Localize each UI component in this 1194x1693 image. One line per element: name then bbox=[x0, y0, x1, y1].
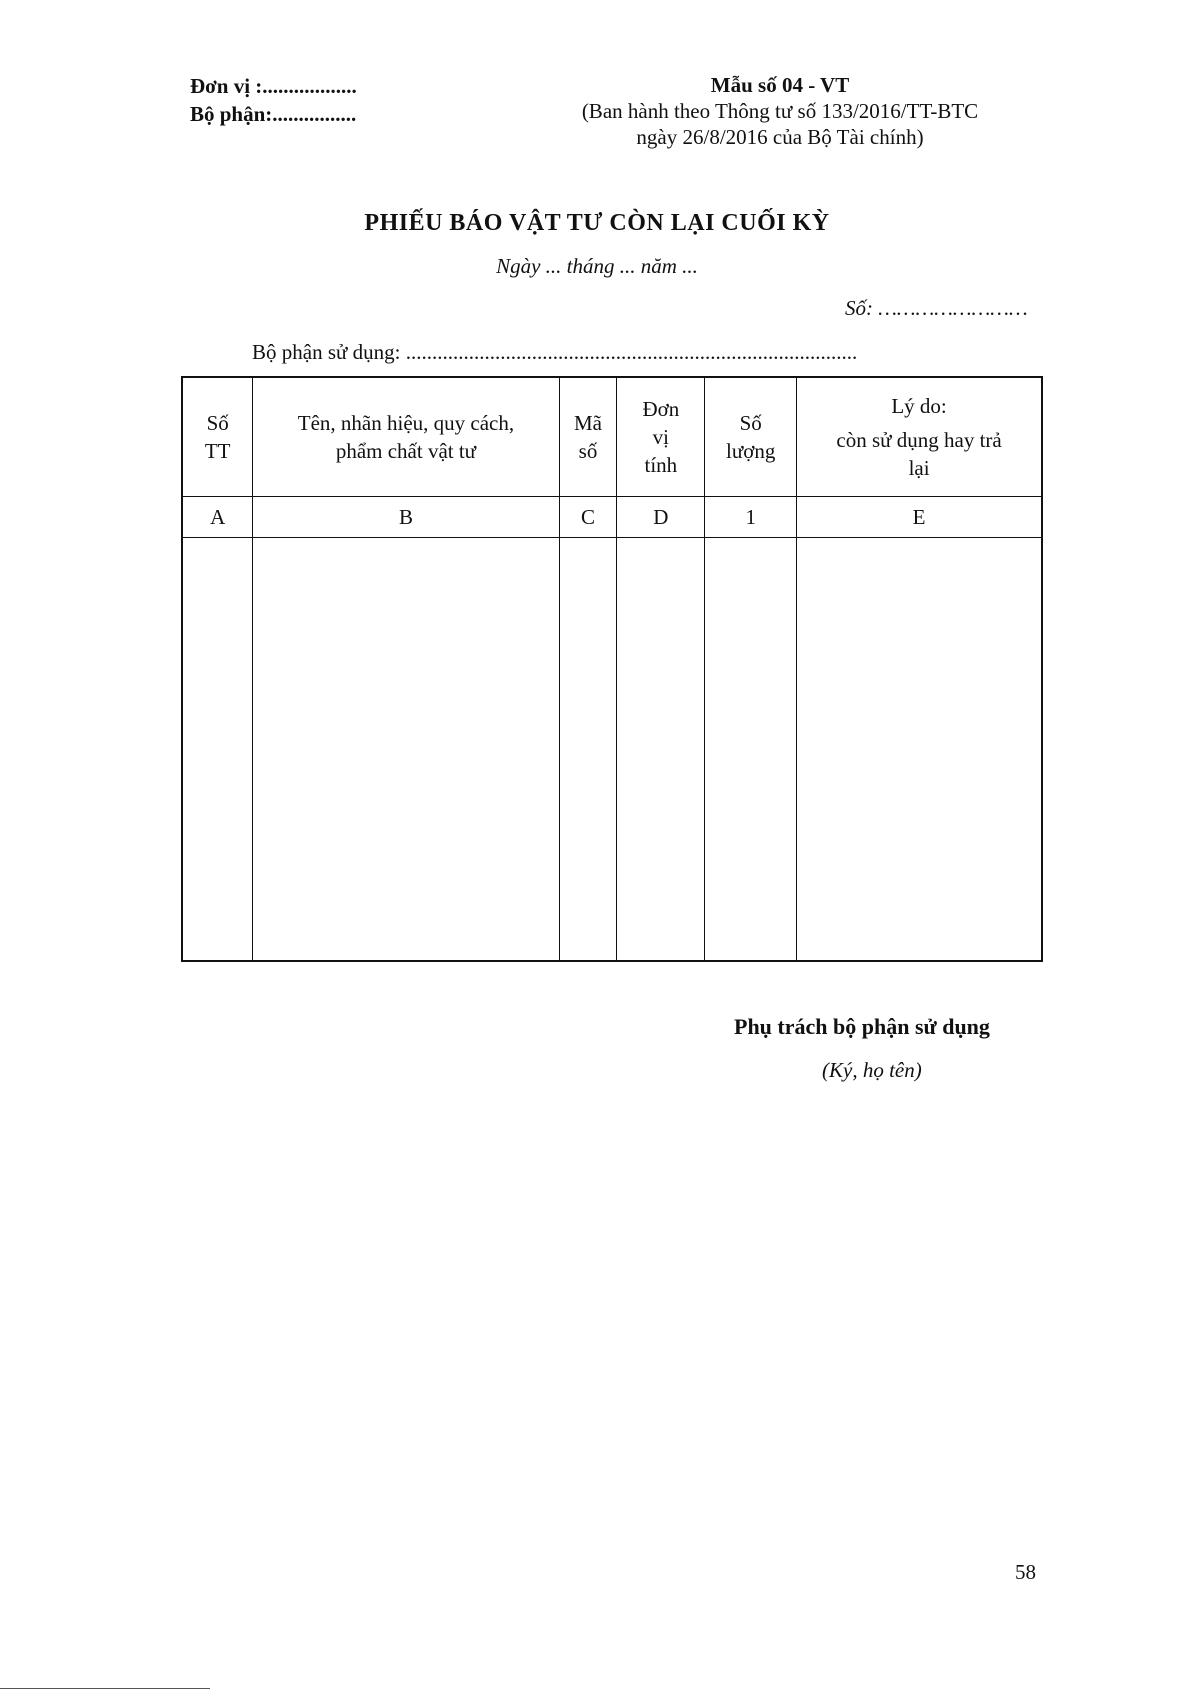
signature-title: Phụ trách bộ phận sử dụng bbox=[734, 1014, 990, 1039]
empty-cell bbox=[182, 538, 253, 962]
empty-cell bbox=[797, 538, 1042, 962]
using-department: Bộ phận sử dụng: ...................................................................................... bbox=[252, 340, 858, 364]
header-right bbox=[520, 72, 1040, 150]
empty-cell bbox=[559, 538, 617, 962]
date-line: Ngày ... tháng ... năm ... bbox=[496, 254, 698, 278]
header-left bbox=[190, 72, 357, 128]
signature-note: (Ký, họ tên) bbox=[822, 1058, 922, 1082]
empty-cell bbox=[617, 538, 705, 962]
issued-line-2: ngày 26/8/2016 của Bộ Tài chính) bbox=[636, 125, 924, 149]
empty-cell bbox=[253, 538, 559, 962]
document-number: Số: …………………… bbox=[845, 296, 1028, 320]
header-cell-unit: Đơn vị tính bbox=[617, 377, 705, 497]
header-cell-code: Mã số bbox=[559, 377, 617, 497]
header-cell-reason: Lý do: còn sử dụng hay trả lại bbox=[797, 377, 1042, 497]
header-cell-quantity: Số lượng bbox=[705, 377, 797, 497]
form-number: Mẫu số 04 - VT bbox=[710, 73, 850, 97]
empty-cell bbox=[705, 538, 797, 962]
code-cell: A bbox=[182, 497, 253, 538]
table-row bbox=[182, 538, 1042, 962]
materials-table bbox=[181, 376, 1043, 962]
code-cell: 1 bbox=[705, 497, 797, 538]
page-title: PHIẾU BÁO VẬT TƯ CÒN LẠI CUỐI KỲ bbox=[364, 210, 830, 236]
bo-phan-label: Bộ phận:................ bbox=[190, 102, 357, 126]
page-number: 58 bbox=[1015, 1560, 1036, 1584]
table-header-row bbox=[182, 377, 1042, 497]
don-vi-label: Đơn vị :.................. bbox=[190, 74, 357, 98]
header-cell-stt: Số TT bbox=[182, 377, 253, 497]
scan-edge-line bbox=[0, 1688, 210, 1689]
table-code-row bbox=[182, 497, 1042, 538]
issued-line-1: (Ban hành theo Thông tư số 133/2016/TT-BTC bbox=[581, 99, 979, 123]
code-cell: E bbox=[797, 497, 1042, 538]
code-cell: C bbox=[559, 497, 617, 538]
header-cell-name: Tên, nhãn hiệu, quy cách, phẩm chất vật tư bbox=[253, 377, 559, 497]
code-cell: D bbox=[617, 497, 705, 538]
code-cell: B bbox=[253, 497, 559, 538]
